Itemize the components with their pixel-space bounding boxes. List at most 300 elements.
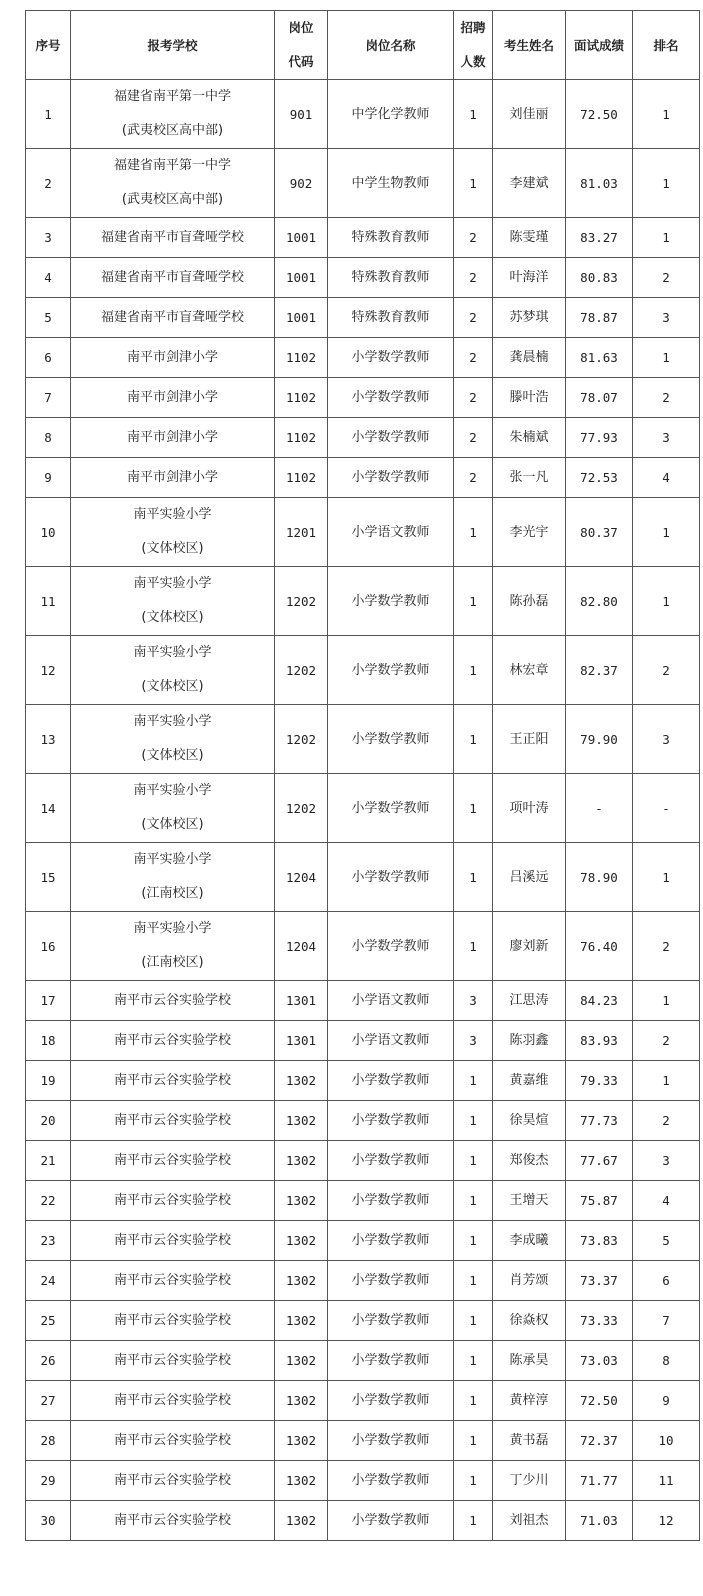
cell-rank: 2 — [633, 912, 700, 981]
cell-rank: 2 — [633, 378, 700, 418]
cell-score: 71.77 — [566, 1461, 633, 1501]
cell-name: 刘祖杰 — [493, 1501, 566, 1541]
cell-name: 李建斌 — [493, 149, 566, 218]
cell-name: 肖芳颂 — [493, 1261, 566, 1301]
table-row — [26, 912, 700, 981]
cell-school — [71, 1461, 275, 1501]
cell-name: 李成曦 — [493, 1221, 566, 1261]
cell-position: 小学数学教师 — [328, 1381, 454, 1421]
cell-school — [71, 636, 275, 705]
cell-school-line: (江南校区) — [141, 955, 204, 970]
cell-code: 1302 — [275, 1501, 328, 1541]
cell-code: 1301 — [275, 1021, 328, 1061]
cell-school-line: 南平实验小学 — [133, 783, 212, 798]
table-row — [26, 1381, 700, 1421]
interview-results-table — [25, 10, 700, 1541]
table-row — [26, 636, 700, 705]
cell-rank: 1 — [633, 149, 700, 218]
cell-rank: - — [633, 774, 700, 843]
cell-name: 龚晨楠 — [493, 338, 566, 378]
cell-name: 黄嘉维 — [493, 1061, 566, 1101]
cell-school-line: (文体校区) — [141, 679, 204, 694]
cell-name: 朱楠斌 — [493, 418, 566, 458]
cell-no: 11 — [26, 567, 71, 636]
table-row — [26, 338, 700, 378]
cell-quota: 1 — [454, 1421, 493, 1461]
cell-no: 5 — [26, 298, 71, 338]
cell-score: 79.90 — [566, 705, 633, 774]
cell-quota: 1 — [454, 1141, 493, 1181]
cell-quota: 1 — [454, 1181, 493, 1221]
cell-rank: 1 — [633, 80, 700, 149]
cell-rank: 3 — [633, 1141, 700, 1181]
cell-name: 张一凡 — [493, 458, 566, 498]
cell-name: 苏梦琪 — [493, 298, 566, 338]
cell-school-line: 南平市云谷实验学校 — [113, 1513, 231, 1528]
cell-school-line: 南平市云谷实验学校 — [113, 1073, 231, 1088]
cell-name: 徐昊煊 — [493, 1101, 566, 1141]
cell-no: 20 — [26, 1101, 71, 1141]
cell-score: 78.07 — [566, 378, 633, 418]
cell-code: 902 — [275, 149, 328, 218]
cell-no: 21 — [26, 1141, 71, 1181]
cell-code: 901 — [275, 80, 328, 149]
cell-score: 81.03 — [566, 149, 633, 218]
cell-score: 79.33 — [566, 1061, 633, 1101]
cell-code: 1102 — [275, 458, 328, 498]
cell-school — [71, 843, 275, 912]
cell-code: 1001 — [275, 218, 328, 258]
cell-score: 71.03 — [566, 1501, 633, 1541]
header-name: 考生姓名 — [493, 11, 566, 80]
cell-school — [71, 1061, 275, 1101]
table-row — [26, 1181, 700, 1221]
cell-score: 80.37 — [566, 498, 633, 567]
table-row — [26, 458, 700, 498]
header-code-line1: 岗位 — [288, 20, 314, 35]
cell-score: 83.93 — [566, 1021, 633, 1061]
cell-school-line: 南平市剑津小学 — [126, 390, 218, 405]
cell-position: 小学数学教师 — [328, 1261, 454, 1301]
cell-no: 22 — [26, 1181, 71, 1221]
cell-no: 10 — [26, 498, 71, 567]
cell-rank: 1 — [633, 843, 700, 912]
cell-quota: 1 — [454, 1381, 493, 1421]
cell-quota: 1 — [454, 80, 493, 149]
cell-no: 2 — [26, 149, 71, 218]
cell-school-line: 福建省南平市盲聋哑学校 — [100, 270, 244, 285]
cell-school-line: 南平市剑津小学 — [126, 430, 218, 445]
table-row — [26, 1101, 700, 1141]
cell-position: 小学数学教师 — [328, 378, 454, 418]
cell-school-line: 南平实验小学 — [133, 921, 212, 936]
cell-position: 小学数学教师 — [328, 705, 454, 774]
cell-quota: 1 — [454, 567, 493, 636]
table-row — [26, 1261, 700, 1301]
cell-rank: 7 — [633, 1301, 700, 1341]
cell-no: 15 — [26, 843, 71, 912]
cell-code: 1201 — [275, 498, 328, 567]
cell-score: 72.53 — [566, 458, 633, 498]
cell-rank: 12 — [633, 1501, 700, 1541]
cell-school-line: 南平市云谷实验学校 — [113, 1233, 231, 1248]
table-row — [26, 1341, 700, 1381]
cell-score: 76.40 — [566, 912, 633, 981]
cell-school — [71, 981, 275, 1021]
cell-name: 陈孙磊 — [493, 567, 566, 636]
cell-no: 12 — [26, 636, 71, 705]
cell-code: 1102 — [275, 338, 328, 378]
cell-position: 小学数学教师 — [328, 338, 454, 378]
cell-score: 73.83 — [566, 1221, 633, 1261]
cell-quota: 1 — [454, 498, 493, 567]
cell-school — [71, 1261, 275, 1301]
cell-no: 18 — [26, 1021, 71, 1061]
cell-position: 小学数学教师 — [328, 1061, 454, 1101]
table-row — [26, 705, 700, 774]
cell-school — [71, 498, 275, 567]
cell-position: 小学数学教师 — [328, 567, 454, 636]
cell-rank: 1 — [633, 1061, 700, 1101]
cell-code: 1202 — [275, 774, 328, 843]
cell-rank: 2 — [633, 1021, 700, 1061]
cell-rank: 1 — [633, 218, 700, 258]
cell-position: 特殊教育教师 — [328, 258, 454, 298]
cell-no: 19 — [26, 1061, 71, 1101]
cell-rank: 4 — [633, 1181, 700, 1221]
cell-no: 23 — [26, 1221, 71, 1261]
table-row — [26, 1461, 700, 1501]
cell-rank: 4 — [633, 458, 700, 498]
cell-school-line: 南平市云谷实验学校 — [113, 1153, 231, 1168]
table-row — [26, 498, 700, 567]
cell-quota: 1 — [454, 705, 493, 774]
cell-position: 小学语文教师 — [328, 498, 454, 567]
cell-school — [71, 1221, 275, 1261]
cell-quota: 1 — [454, 1221, 493, 1261]
cell-quota: 1 — [454, 1261, 493, 1301]
cell-position: 小学数学教师 — [328, 1341, 454, 1381]
cell-quota: 2 — [454, 418, 493, 458]
cell-school — [71, 774, 275, 843]
cell-school-line: 南平市云谷实验学校 — [113, 1273, 231, 1288]
cell-code: 1302 — [275, 1301, 328, 1341]
cell-school-line: (武夷校区高中部) — [121, 192, 224, 207]
cell-school-line: 福建省南平第一中学 — [113, 89, 231, 104]
cell-position: 小学数学教师 — [328, 912, 454, 981]
cell-position: 小学数学教师 — [328, 1101, 454, 1141]
cell-quota: 1 — [454, 1301, 493, 1341]
cell-no: 3 — [26, 218, 71, 258]
table-row — [26, 843, 700, 912]
cell-school-line: 南平实验小学 — [133, 714, 212, 729]
table-row — [26, 981, 700, 1021]
cell-rank: 3 — [633, 705, 700, 774]
cell-no: 28 — [26, 1421, 71, 1461]
cell-quota: 2 — [454, 218, 493, 258]
cell-school — [71, 418, 275, 458]
cell-school — [71, 1181, 275, 1221]
cell-position: 小学语文教师 — [328, 981, 454, 1021]
cell-position: 小学数学教师 — [328, 1221, 454, 1261]
cell-code: 1302 — [275, 1221, 328, 1261]
cell-school-line: 南平市云谷实验学校 — [113, 1313, 231, 1328]
cell-name: 陈雯瑾 — [493, 218, 566, 258]
cell-no: 7 — [26, 378, 71, 418]
cell-rank: 9 — [633, 1381, 700, 1421]
cell-position: 小学数学教师 — [328, 636, 454, 705]
cell-rank: 1 — [633, 498, 700, 567]
cell-name: 王正阳 — [493, 705, 566, 774]
cell-code: 1202 — [275, 636, 328, 705]
cell-school-line: 福建省南平市盲聋哑学校 — [100, 230, 244, 245]
cell-school-line: 南平实验小学 — [133, 507, 212, 522]
cell-rank: 3 — [633, 298, 700, 338]
cell-score: 72.37 — [566, 1421, 633, 1461]
cell-school-line: 南平市云谷实验学校 — [113, 1473, 231, 1488]
cell-score: - — [566, 774, 633, 843]
cell-name: 李光宇 — [493, 498, 566, 567]
cell-name: 徐焱权 — [493, 1301, 566, 1341]
cell-name: 刘佳丽 — [493, 80, 566, 149]
cell-rank: 2 — [633, 636, 700, 705]
cell-name: 黄梓淳 — [493, 1381, 566, 1421]
cell-school — [71, 298, 275, 338]
table-row — [26, 258, 700, 298]
cell-school — [71, 458, 275, 498]
table-body — [26, 80, 700, 1541]
cell-school-line: 南平市云谷实验学校 — [113, 1193, 231, 1208]
cell-score: 72.50 — [566, 80, 633, 149]
cell-quota: 3 — [454, 1021, 493, 1061]
results-table-container — [25, 10, 700, 1541]
cell-quota: 1 — [454, 1501, 493, 1541]
cell-score: 83.27 — [566, 218, 633, 258]
cell-school-line: 福建省南平第一中学 — [113, 158, 231, 173]
table-row — [26, 1021, 700, 1061]
cell-school — [71, 1141, 275, 1181]
cell-position: 特殊教育教师 — [328, 298, 454, 338]
cell-rank: 10 — [633, 1421, 700, 1461]
cell-school-line: 福建省南平市盲聋哑学校 — [100, 310, 244, 325]
cell-name: 廖刘新 — [493, 912, 566, 981]
cell-name: 陈承昊 — [493, 1341, 566, 1381]
cell-no: 9 — [26, 458, 71, 498]
cell-no: 1 — [26, 80, 71, 149]
cell-position: 小学数学教师 — [328, 1181, 454, 1221]
cell-position: 小学数学教师 — [328, 843, 454, 912]
cell-no: 25 — [26, 1301, 71, 1341]
cell-name: 林宏章 — [493, 636, 566, 705]
cell-school-line: 南平市云谷实验学校 — [113, 993, 231, 1008]
table-row — [26, 1061, 700, 1101]
cell-position: 特殊教育教师 — [328, 218, 454, 258]
table-row — [26, 149, 700, 218]
cell-position: 小学数学教师 — [328, 418, 454, 458]
cell-quota: 3 — [454, 981, 493, 1021]
cell-school-line: (江南校区) — [141, 886, 204, 901]
cell-school — [71, 258, 275, 298]
cell-code: 1204 — [275, 843, 328, 912]
cell-position: 小学数学教师 — [328, 1141, 454, 1181]
cell-school — [71, 218, 275, 258]
cell-school-line: 南平市剑津小学 — [126, 350, 218, 365]
cell-score: 81.63 — [566, 338, 633, 378]
cell-no: 6 — [26, 338, 71, 378]
cell-quota: 1 — [454, 912, 493, 981]
cell-rank: 6 — [633, 1261, 700, 1301]
cell-code: 1001 — [275, 298, 328, 338]
cell-school — [71, 1301, 275, 1341]
cell-no: 13 — [26, 705, 71, 774]
cell-no: 29 — [26, 1461, 71, 1501]
cell-school-line: 南平市云谷实验学校 — [113, 1113, 231, 1128]
cell-name: 黄书磊 — [493, 1421, 566, 1461]
cell-code: 1102 — [275, 378, 328, 418]
cell-rank: 2 — [633, 258, 700, 298]
cell-no: 24 — [26, 1261, 71, 1301]
header-quota-line2: 人数 — [460, 54, 486, 69]
cell-school-line: 南平市云谷实验学校 — [113, 1353, 231, 1368]
cell-no: 14 — [26, 774, 71, 843]
cell-quota: 2 — [454, 378, 493, 418]
cell-school-line: (文体校区) — [141, 748, 204, 763]
cell-school-line: 南平实验小学 — [133, 645, 212, 660]
cell-score: 73.37 — [566, 1261, 633, 1301]
cell-rank: 2 — [633, 1101, 700, 1141]
table-row — [26, 418, 700, 458]
cell-rank: 8 — [633, 1341, 700, 1381]
cell-school-line: 南平市剑津小学 — [126, 470, 218, 485]
cell-quota: 2 — [454, 458, 493, 498]
cell-no: 16 — [26, 912, 71, 981]
table-row — [26, 567, 700, 636]
cell-rank: 5 — [633, 1221, 700, 1261]
cell-name: 郑俊杰 — [493, 1141, 566, 1181]
cell-score: 73.03 — [566, 1341, 633, 1381]
cell-rank: 3 — [633, 418, 700, 458]
cell-position: 小学数学教师 — [328, 1301, 454, 1341]
cell-score: 77.73 — [566, 1101, 633, 1141]
cell-quota: 1 — [454, 1341, 493, 1381]
cell-name: 叶海洋 — [493, 258, 566, 298]
header-no: 序号 — [26, 11, 71, 80]
header-quota-line1: 招聘 — [460, 20, 486, 35]
cell-code: 1302 — [275, 1421, 328, 1461]
header-position: 岗位名称 — [328, 11, 454, 80]
table-row — [26, 298, 700, 338]
cell-code: 1102 — [275, 418, 328, 458]
cell-no: 17 — [26, 981, 71, 1021]
cell-school — [71, 1381, 275, 1421]
cell-school-line: 南平实验小学 — [133, 576, 212, 591]
header-quota — [454, 11, 493, 80]
cell-code: 1301 — [275, 981, 328, 1021]
cell-rank: 1 — [633, 567, 700, 636]
header-score: 面试成绩 — [566, 11, 633, 80]
table-row — [26, 1141, 700, 1181]
table-row — [26, 218, 700, 258]
cell-school-line: 南平实验小学 — [133, 852, 212, 867]
cell-school — [71, 1021, 275, 1061]
cell-code: 1204 — [275, 912, 328, 981]
cell-name: 项叶涛 — [493, 774, 566, 843]
cell-school-line: 南平市云谷实验学校 — [113, 1393, 231, 1408]
cell-code: 1302 — [275, 1141, 328, 1181]
cell-position: 中学化学教师 — [328, 80, 454, 149]
cell-school — [71, 378, 275, 418]
table-row — [26, 1501, 700, 1541]
header-rank: 排名 — [633, 11, 700, 80]
cell-quota: 1 — [454, 636, 493, 705]
cell-position: 小学数学教师 — [328, 1501, 454, 1541]
cell-no: 4 — [26, 258, 71, 298]
cell-score: 82.37 — [566, 636, 633, 705]
cell-school-line: (文体校区) — [141, 541, 204, 556]
cell-no: 27 — [26, 1381, 71, 1421]
cell-name: 王增天 — [493, 1181, 566, 1221]
cell-quota: 2 — [454, 338, 493, 378]
cell-score: 78.87 — [566, 298, 633, 338]
cell-name: 丁少川 — [493, 1461, 566, 1501]
cell-rank: 1 — [633, 338, 700, 378]
cell-school — [71, 1341, 275, 1381]
cell-school-line: 南平市云谷实验学校 — [113, 1033, 231, 1048]
cell-score: 80.83 — [566, 258, 633, 298]
cell-position: 小学数学教师 — [328, 774, 454, 843]
cell-code: 1302 — [275, 1101, 328, 1141]
cell-code: 1302 — [275, 1461, 328, 1501]
cell-position: 小学语文教师 — [328, 1021, 454, 1061]
cell-no: 8 — [26, 418, 71, 458]
cell-school-line: (文体校区) — [141, 817, 204, 832]
header-code-line2: 代码 — [288, 54, 314, 69]
cell-score: 77.93 — [566, 418, 633, 458]
cell-score: 84.23 — [566, 981, 633, 1021]
cell-code: 1302 — [275, 1181, 328, 1221]
cell-school — [71, 705, 275, 774]
cell-score: 77.67 — [566, 1141, 633, 1181]
cell-no: 26 — [26, 1341, 71, 1381]
cell-score: 82.80 — [566, 567, 633, 636]
cell-school — [71, 567, 275, 636]
cell-name: 陈羽鑫 — [493, 1021, 566, 1061]
cell-score: 75.87 — [566, 1181, 633, 1221]
table-row — [26, 1301, 700, 1341]
cell-rank: 1 — [633, 981, 700, 1021]
cell-code: 1302 — [275, 1341, 328, 1381]
cell-quota: 1 — [454, 843, 493, 912]
table-row — [26, 1421, 700, 1461]
table-row — [26, 1221, 700, 1261]
cell-quota: 1 — [454, 1461, 493, 1501]
cell-school — [71, 149, 275, 218]
cell-code: 1001 — [275, 258, 328, 298]
cell-school — [71, 1501, 275, 1541]
cell-no: 30 — [26, 1501, 71, 1541]
cell-name: 吕溪远 — [493, 843, 566, 912]
cell-school-line: (文体校区) — [141, 610, 204, 625]
cell-school — [71, 1101, 275, 1141]
cell-school — [71, 338, 275, 378]
table-header-row — [26, 11, 700, 80]
cell-position: 中学生物教师 — [328, 149, 454, 218]
cell-code: 1302 — [275, 1381, 328, 1421]
cell-quota: 2 — [454, 258, 493, 298]
cell-quota: 1 — [454, 149, 493, 218]
cell-code: 1202 — [275, 705, 328, 774]
cell-school — [71, 912, 275, 981]
